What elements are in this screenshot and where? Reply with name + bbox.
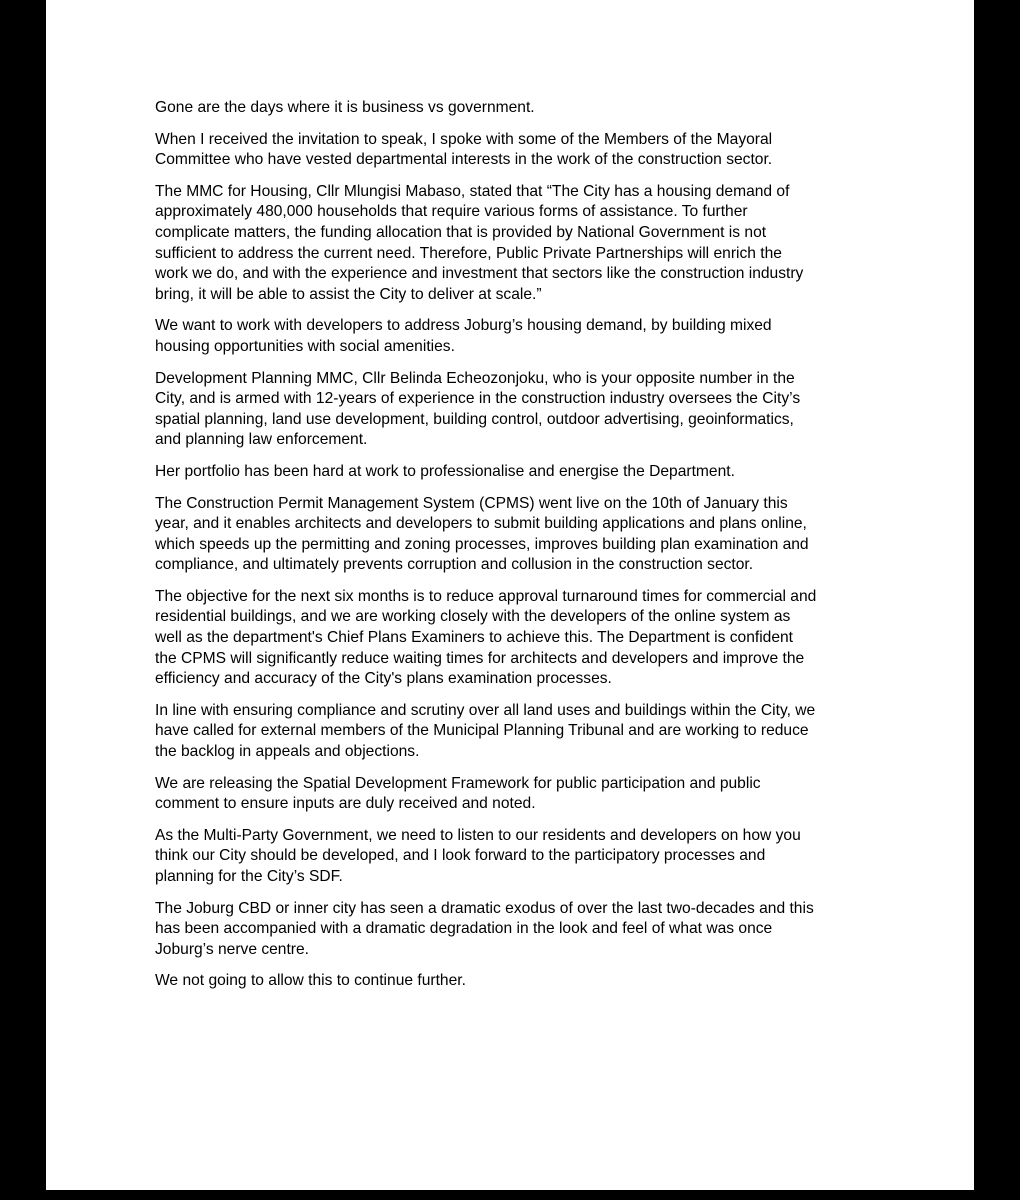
paragraph-6: Her portfolio has been hard at work to professionalise and energise the Department. [155,462,735,480]
paragraph-13: We not going to allow this to continue further. [155,972,466,990]
paragraph-8: The objective for the next six months is to reduce approval turnaround times for commercial and residential buildings, and we are working closely with the developers of the online system as well as the department's Chief Plans Examiners to achieve this. The Department is confident the CPMS will significantly reduce waiting times for architects and developers and improve the efficiency and accuracy of the City's plans examination processes. [155,587,817,688]
paragraph-11: As the Multi-Party Government, we need to listen to our residents and developers on how you think our City should be developed, and I look forward to the participatory processes and planning for the City’s SDF. [155,826,801,885]
paragraph-9: In line with ensuring compliance and scrutiny over all land uses and buildings within the City, we have called for external members of the Municipal Planning Tribunal and are working to reduce the backlog in appeals and objections. [155,701,816,761]
paragraph-4: We want to work with developers to address Joburg’s housing demand, by building mixed housing opportunities with social amenities. [155,317,772,355]
paragraph-1: Gone are the days where it is business vs government. [155,99,535,116]
paragraph-10: We are releasing the Spatial Development Framework for public participation and public comment to ensure inputs are duly received and noted. [155,774,761,813]
document-body [155,98,875,992]
paragraph-2: When I received the invitation to speak, I spoke with some of the Members of the Mayoral Committee who have vested departmental interests in the work of the construction sector. [155,130,773,169]
paragraph-7: The Construction Permit Management System (CPMS) went live on the 10th of January this year, and it enables architects and developers to submit building applications and plans online, which speeds up the permitting and zoning processes, improves building plan examination and compliance, and ultimately prevents corruption and collusion in the construction sector. [155,494,809,574]
paragraph-3: The MMC for Housing, Cllr Mlungisi Mabaso, stated that “The City has a housing demand of approximately 480,000 households that require various forms of assistance. To further complicate matters, the funding allocation that is provided by National Government is not sufficient to address the current need. Therefore, Public Private Partnerships will enrich the work we do, and with the experience and investment that sectors like the construction industry bring, it will be able to assist the City to deliver at scale.” [155,182,804,303]
document-page [46,0,974,1190]
paragraph-5: Development Planning MMC, Cllr Belinda Echeozonjoku, who is your opposite number in the City, and is armed with 12-years of experience in the construction industry oversees the City’s spatial planning, land use development, building control, outdoor advertising, geoinformatics, and planning law enforcement. [155,369,801,449]
paragraph-12: The Joburg CBD or inner city has seen a dramatic exodus of over the last two-decades and this has been accompanied with a dramatic degradation in the look and feel of what was once Joburg’s nerve centre. [155,899,814,958]
